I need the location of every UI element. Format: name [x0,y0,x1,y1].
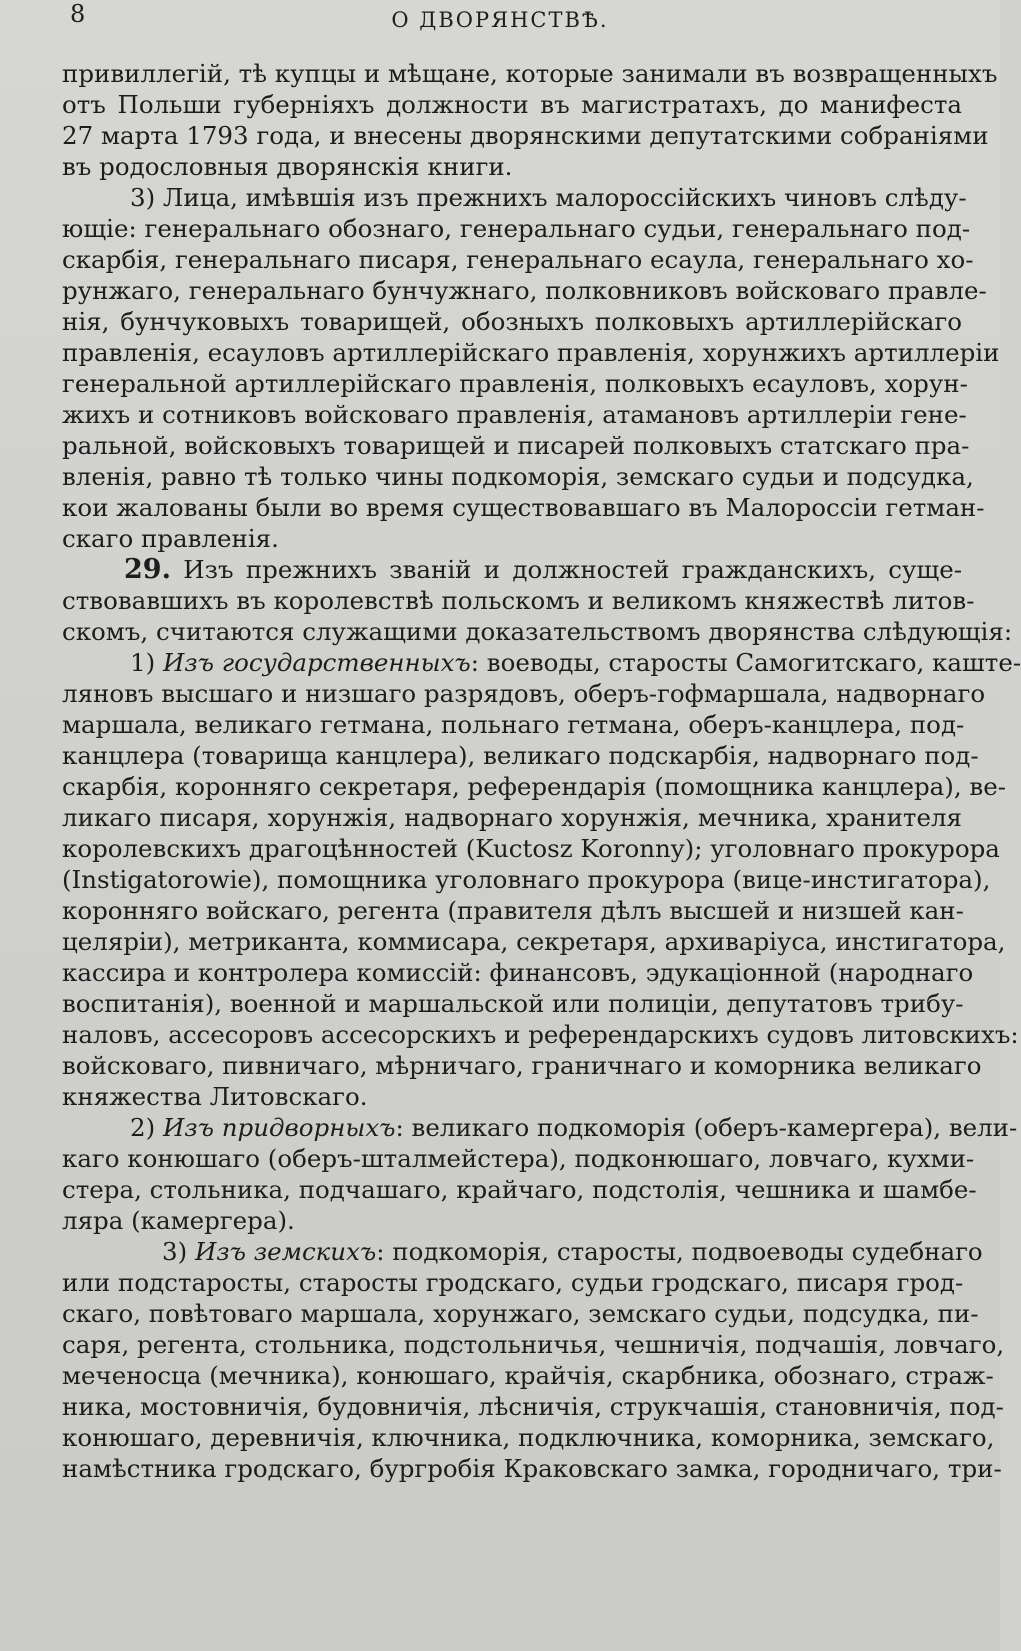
line-text: ликаго писаря, хорунжія, надворнаго хорунжія, мечника, хранителя [62,803,962,832]
line-text: намѣстника гродскаго, бургробія Краковскаго замка, городничаго, три- [62,1454,1002,1483]
line-text: : великаго подкоморія (оберъ-камергера), вели- [395,1113,1018,1142]
text-line [62,244,974,275]
italic-heading: Изъ государственныхъ [162,648,471,677]
text-line [62,833,1000,864]
line-text: княжества Литовскаго. [62,1082,368,1111]
text-line [62,89,962,120]
text-line [62,1422,995,1453]
text-line [62,1112,1018,1143]
line-text: коронняго войскаго, регента (правителя дѣлъ высшей и низшей кан- [62,896,964,925]
text-line [62,306,962,337]
line-text: 27 марта 1793 года, и внесены дворянскими депутатскими собраніями [62,121,989,150]
item-number: 2) [130,1113,163,1142]
line-text: конюшаго, деревничія, ключника, подключника, коморника, земскаго, [62,1423,995,1452]
line-text: воспитанія), военной и маршальской или полиціи, депутатовъ трибу- [62,989,964,1018]
text-line [62,1391,1004,1422]
item-number: 3) [162,1237,195,1266]
line-text: скаго правленія. [62,524,279,553]
text-line [62,1360,994,1391]
line-text: вленія, равно тѣ только чины подкоморія, земскаго судьи и подсудка, [62,462,974,491]
text-line [62,771,1006,802]
italic-heading: Изъ земскихъ [194,1237,377,1266]
line-text: ляра (камергера). [62,1206,295,1235]
text-line [62,461,974,492]
line-text: привиллегій, тѣ купцы и мѣщане, которые занимали въ возвращенныхъ [62,59,998,88]
line-text: (Instigatorowie), помощника уголовнаго прокурора (вице-инстигатора), [62,865,991,894]
line-text: рунжаго, генеральнаго бунчужнаго, полковниковъ войсковаго правле- [62,276,987,305]
line-text: королевскихъ драгоцѣнностей (Kuctosz Koronny); уголовнаго прокурора [62,834,1000,863]
section-number: 29. [124,554,171,585]
line-text: стера, стольника, подчашаго, крайчаго, подстолія, чешника и шамбе- [62,1175,977,1204]
line-text: генеральной артиллерійскаго правленія, полковыхъ есауловъ, хорун- [62,369,968,398]
line-text: скарбія, генеральнаго писаря, генеральнаго есаула, генеральнаго хо- [62,245,974,274]
text-line [62,151,962,182]
text-line [62,957,974,988]
line-text: войсковаго, пивничаго, мѣрничаго, граничнаго и коморника великаго [62,1051,982,1080]
line-text: целяріи), метриканта, коммисара, секретаря, архиваріуса, инстигатора, [62,927,1006,956]
line-text: или подстаросты, старосты гродскаго, судьи гродскаго, писаря грод- [62,1268,964,1297]
line-text: ствовавшихъ въ королевствѣ польскомъ и великомъ княжествѣ литов- [62,586,975,615]
line-text: каго конюшаго (оберъ-шталмейстера), подконюшаго, ловчаго, кухми- [62,1144,975,1173]
text-line [62,1453,1002,1484]
text-line [62,430,970,461]
line-text: саря, регента, стольника, подстольничья, чешничія, подчашія, ловчаго, [62,1330,1005,1359]
text-line [62,492,985,523]
line-text: правленія, есауловъ артиллерійскаго правленія, хорунжихъ артиллеріи [62,338,1000,367]
line-text: скарбія, коронняго секретаря, референдарія (помощника канцлера), ве- [62,772,1006,801]
line-text: ющіе: генеральнаго обознаго, генеральнаго судьи, генеральнаго под- [62,214,971,243]
text-line [62,864,991,895]
text-line [62,368,968,399]
text-line [62,988,962,1019]
line-text: жихъ и сотниковъ войсковаго правленія, атамановъ артиллеріи гене- [62,400,967,429]
text-line [62,1019,1019,1050]
italic-heading: Изъ придворныхъ [162,1113,396,1142]
line-text: нія, бунчуковыхъ товарищей, обозныхъ полковыхъ артиллерійскаго [62,307,962,336]
line-text: канцлера (товарища канцлера), великаго подскарбія, надворнаго под- [62,741,979,770]
line-text: ляновъ высшаго и низшаго разрядовъ, оберъ-гофмаршала, надворнаго [62,679,986,708]
page-number: 8 [70,0,86,28]
text-line [62,213,971,244]
running-title: О ДВОРЯНСТВѢ. [391,8,609,32]
text-line [62,399,967,430]
line-text: въ родословныя дворянскія книги. [62,152,513,181]
text-line [62,895,962,926]
line-text: скомъ, считаются служащими доказательствомъ дворянства слѣдующія: [62,617,1013,646]
text-line [62,1081,962,1112]
text-line [62,647,1021,678]
text-line [62,1236,983,1267]
line-text: : подкоморія, старосты, подвоеводы судебнаго [376,1237,983,1266]
text-line [62,616,1013,647]
text-line [62,275,987,306]
text-line [62,337,1000,368]
text-line [62,926,1006,957]
line-text: кассира и контролера комиссій: финансовъ, эдукаціонной (народнаго [62,958,974,987]
text-line [62,1205,962,1236]
line-text: Изъ прежнихъ званій и должностей гражданскихъ, суще- [170,555,962,584]
line-text: ника, мостовничія, будовничія, лѣсничія, струкчашія, становничія, под- [62,1392,1004,1421]
text-line [62,1174,977,1205]
item-number: 1) [130,648,163,677]
text-line [62,554,962,585]
text-line [62,802,962,833]
text-line [62,58,998,89]
body-text [62,58,1021,1484]
text-line [62,1050,982,1081]
text-line [62,1329,1005,1360]
text-line [62,1267,962,1298]
line-text: наловъ, ассесоровъ ассесорскихъ и референдарскихъ судовъ литовскихъ: [62,1020,1019,1049]
text-line [62,709,965,740]
text-line [62,585,975,616]
text-line [62,740,979,771]
line-text: кои жалованы были во время существовавшаго въ Малороссіи гетман- [62,493,985,522]
line-text: маршала, великаго гетмана, польнаго гетмана, оберъ-канцлера, под- [62,710,965,739]
text-line [62,678,986,709]
text-line [62,120,989,151]
line-text: скаго, повѣтоваго маршала, хорунжаго, земскаго судьи, подсудка, пи- [62,1299,979,1328]
text-line [62,1143,975,1174]
text-line [62,1298,979,1329]
text-line [62,523,962,554]
line-text: меченосца (мечника), конюшаго, крайчія, скарбника, обознаго, страж- [62,1361,994,1390]
line-text: отъ Польши губерніяхъ должности въ магистратахъ, до манифеста [62,90,962,119]
text-line [62,182,967,213]
line-text: 3) Лица, имѣвшія изъ прежнихъ малороссійскихъ чиновъ слѣду- [130,183,967,212]
line-text: ральной, войсковыхъ товарищей и писарей полковыхъ статскаго пра- [62,431,970,460]
line-text: : воеводы, старосты Самогитскаго, каште- [470,648,1021,677]
